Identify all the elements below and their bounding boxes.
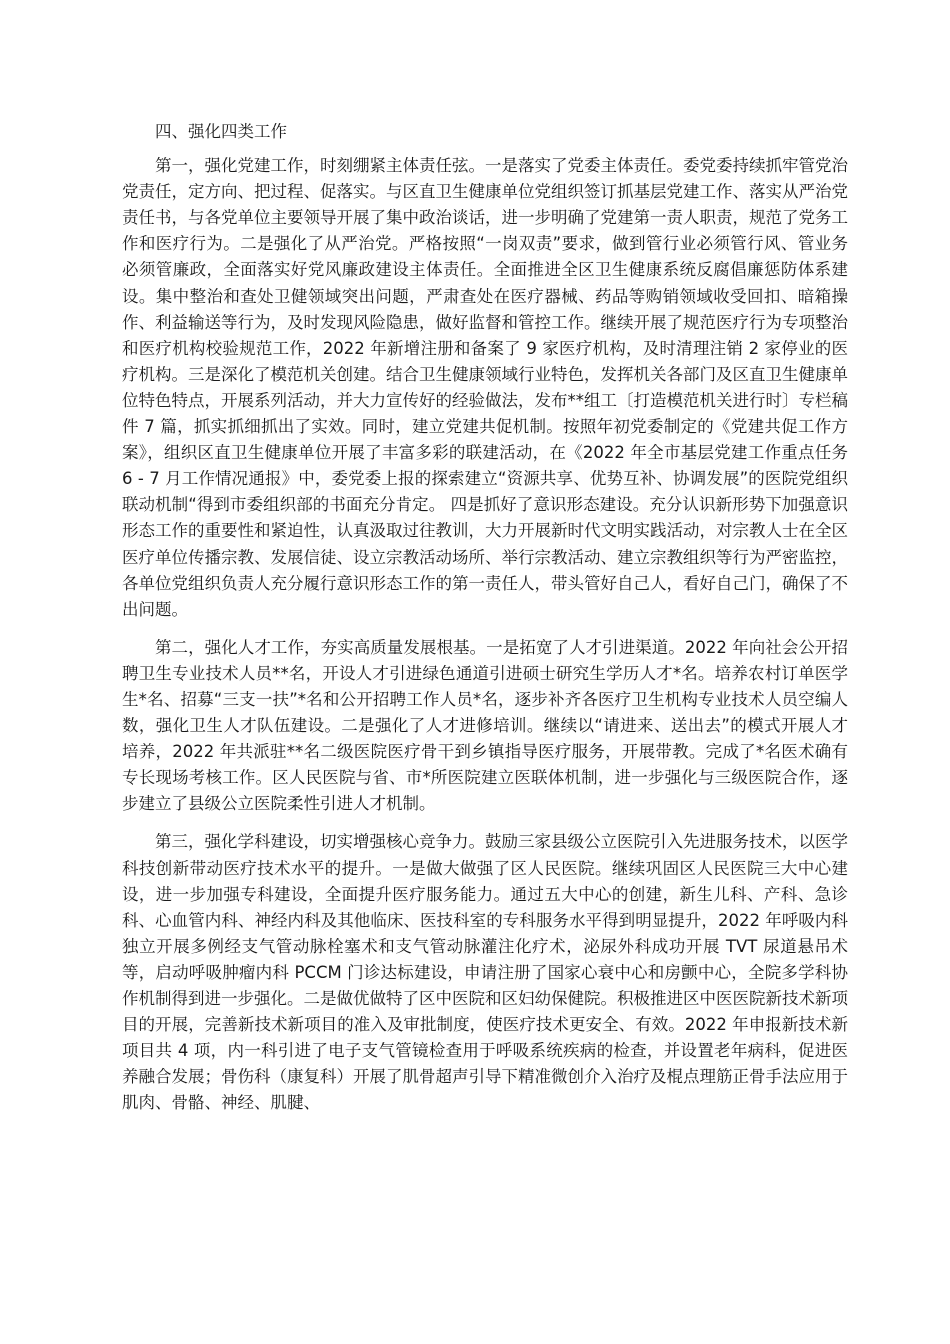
paragraph-discipline-building: 第三，强化学科建设，切实增强核心竞争力。鼓励三家县级公立医院引入先进服务技术，以医学科技创新带动医疗技术水平的提升。一是做大做强了区人民医院。继续巩固区人民医院三大中心建设，进一步加强专科建设，全面提升医疗服务能力。通过五大中心的创建，新生儿科、产科、急诊科、心血管内科、神经内科及其他临床、医技科室的专科服务水平得到明显提升，2022 年呼吸内科独立开展多例经支气管动脉栓塞术和支气管动脉灌注化疗术，泌尿外科成功开展 TVT 尿道悬吊术等，启动呼吸肿瘤内科 PCCM 门诊达标建设，申请注册了国家心衰中心和房颤中心，全院多学科协作机制得到进一步强化。二是做优做特了区中医院和区妇幼保健院。积极推进区中医医院新技术新项目的开展，完善新技术新项目的准入及审批制度，使医疗技术更安全、有效。2022 年申报新技术新项目共 4 项，内一科引进了电子支气管镜检查用于呼吸系统疾病的检查，并设置老年病科，促进医养融合发展；骨伤科（康复科）开展了肌骨超声引导下精准微创介入治疗及棍点理筋正骨手法应用于肌肉、骨骼、神经、肌腱、 <box>122 832 848 1113</box>
paragraph-party-building: 第一，强化党建工作，时刻绷紧主体责任弦。一是落实了党委主体责任。委党委持续抓牢管党治党责任，定方向、把过程、促落实。与区直卫生健康单位党组织签订抓基层党建工作、落实从严治党责任书，与各党单位主要领导开展了集中政治谈话，进一步明确了党建第一责人职责，规范了党务工作和医疗行为。二是强化了从严治党。严格按照“一岗双责”要求，做到管行业必须管行风、管业务必须管廉政，全面落实好党风廉政建设主体责任。全面推进全区卫生健康系统反腐倡廉惩防体系建设。集中整治和查处卫健领域突出问题，严肃查处在医疗器械、药品等购销领域收受回扣、暗箱操作、利益输送等行为，及时发现风险隐患，做好监督和管控工作。继续开展了规范医疗行为专项整治和医疗机构校验规范工作，2022 年新增注册和备案了 9 家医疗机构，及时清理注销 2 家停业的医疗机构。三是深化了模范机关创建。结合卫生健康领域行业特色，发挥机关各部门及区直卫生健康单位特色特点，开展系列活动，并大力宣传好的经验做法，发布**组工〔打造模范机关进行时〕专栏稿件 7 篇，抓实抓细抓出了实效。同时，建立党建共促机制。按照年初党委制定的《党建共促工作方案》，组织区直卫生健康单位开展了丰富多彩的联建活动，在《2022 年全市基层党建工作重点任务 6 - 7 月工作情况通报》中，委党委上报的探索建立“资源共享、优势互补、协调发展”的医院党组织联动机制“得到市委组织部的书面充分肯定。 四是抓好了意识形态建设。充分认识新形势下加强意识形态工作的重要性和紧迫性，认真汲取过往教训，大力开展新时代文明实践活动，对宗教人士在全区医疗单位传播宗教、发展信徒、设立宗教活动场所、举行宗教活动、建立宗教组织等行为严密监控，各单位党组织负责人充分履行意识形态工作的第一责任人，带头管好自己人，看好自己门，确保了不出问题。 <box>122 156 848 619</box>
paragraph-talent-work: 第二，强化人才工作，夯实高质量发展根基。一是拓宽了人才引进渠道。2022 年向社会公开招聘卫生专业技术人员**名，开设人才引进绿色通道引进硕士研究生学历人才*名。培养农村订单医学生*名、招募“三支一扶”*名和公开招聘工作人员*名，逐步补齐各医疗卫生机构专业技术人员空编人数，强化卫生人才队伍建设。二是强化了人才进修培训。继续以“请进来、送出去”的模式开展人才培养，2022 年共派驻**名二级医院医疗骨干到乡镇指导医疗服务，开展带教。完成了*名医术确有专长现场考核工作。区人民医院与省、市*所医院建立医联体机制，进一步强化与三级医院合作，逐步建立了县级公立医院柔性引进人才机制。 <box>122 637 848 814</box>
section-heading: 四、强化四类工作 <box>155 122 287 141</box>
document-body <box>122 119 848 1128</box>
